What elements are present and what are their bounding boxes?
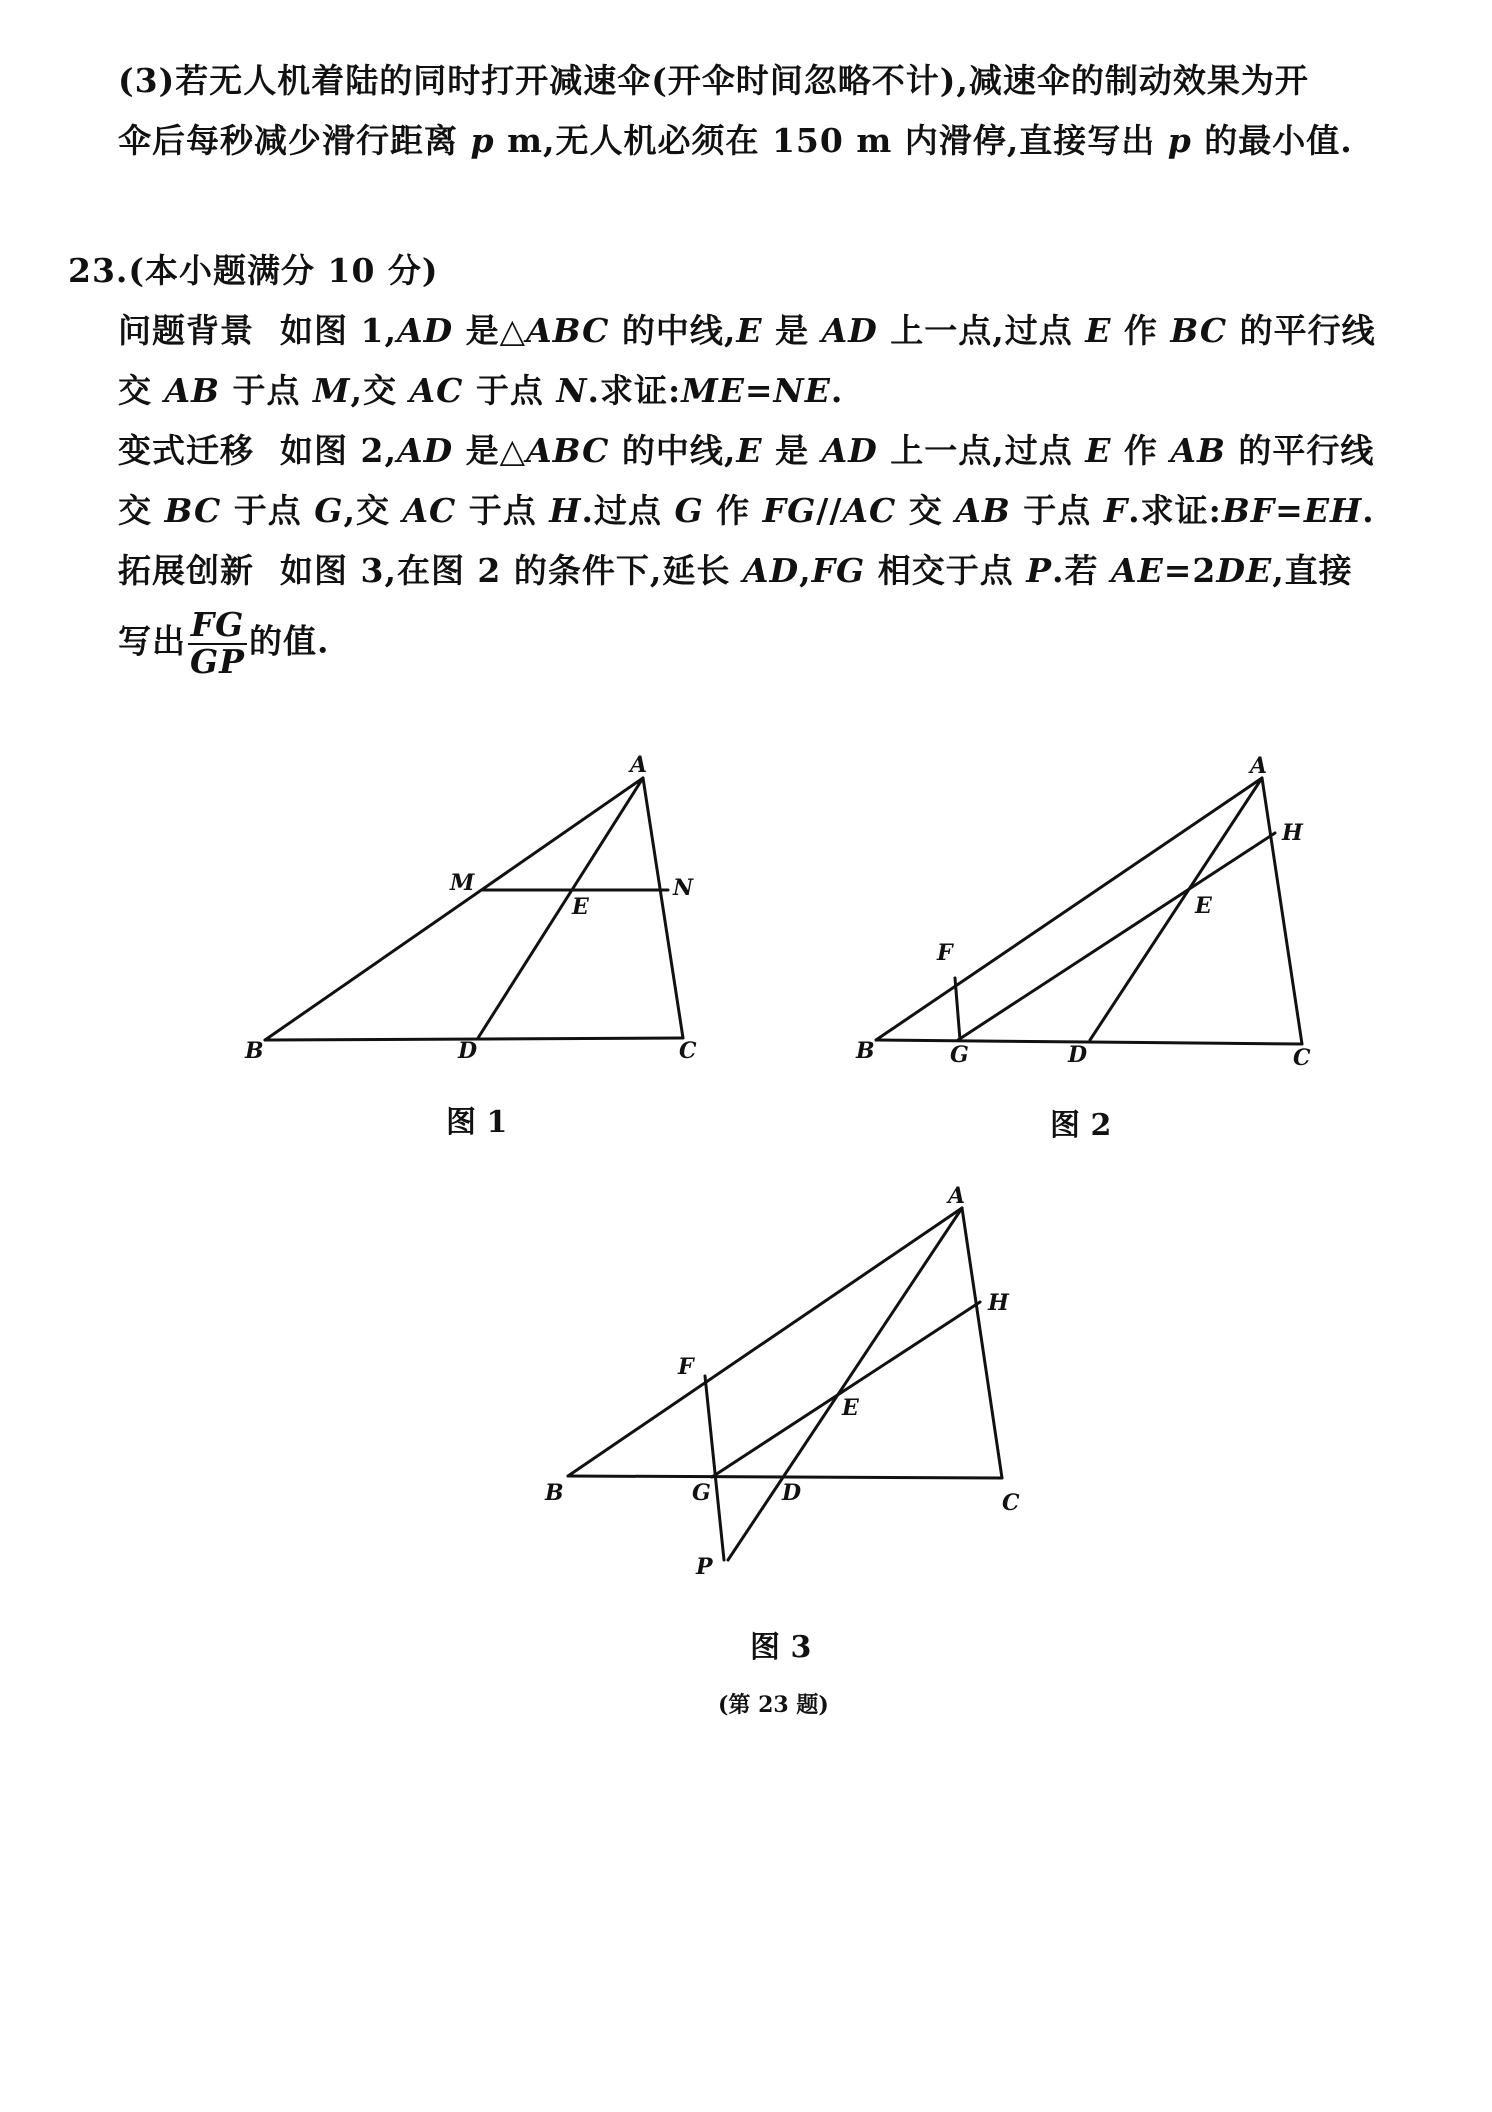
segment-label: AE <box>1111 551 1164 590</box>
point-label: E <box>1085 311 1112 350</box>
segment-label: NE <box>773 371 831 410</box>
text-segment: 作 <box>703 491 763 530</box>
text-segment: , <box>799 551 812 590</box>
triangle-label: ABC <box>526 431 610 470</box>
segment-label: DE <box>1216 551 1273 590</box>
point-label-h: H <box>988 1290 1009 1316</box>
text-segment: 上一点,过点 <box>877 431 1086 470</box>
text-segment: 交 <box>896 491 956 530</box>
section-title-variant: 变式迁移 <box>118 431 254 470</box>
point-label-m: M <box>450 870 475 896</box>
point-label: G <box>314 491 344 530</box>
text-segment: .若 <box>1052 551 1112 590</box>
point-label-b: B <box>245 1038 264 1064</box>
point-label-f: F <box>678 1354 694 1380</box>
segment-label: AB <box>955 491 1011 530</box>
text-segment: 的值. <box>249 621 330 661</box>
segment-label: FG <box>762 491 817 530</box>
point-label-e: E <box>572 894 589 920</box>
text-segment: . <box>830 371 844 410</box>
segment-label: AC <box>409 371 464 410</box>
point-label: E <box>1085 431 1112 470</box>
point-label-h: H <box>1282 820 1303 846</box>
text-segment: ,直接 <box>1272 551 1353 590</box>
text-segment: 如图 3,在图 2 的条件下,延长 <box>280 551 743 590</box>
text-segment: ,交 <box>350 371 410 410</box>
text-segment: 是 <box>762 311 822 350</box>
figure-2-caption: 图 2 <box>1050 1108 1112 1143</box>
text-segment: 写出 <box>118 621 186 661</box>
point-label: N <box>556 371 588 410</box>
text-segment: . <box>1362 491 1375 530</box>
segment-label: AD <box>742 551 800 590</box>
point-label-d: D <box>782 1480 802 1506</box>
text-segment: = <box>744 371 774 410</box>
text-segment: 作 <box>1111 311 1171 350</box>
segment-label: AC <box>842 491 897 530</box>
segment-label: AB <box>164 371 220 410</box>
segment-label: AC <box>402 491 457 530</box>
figure-1-caption: 图 1 <box>446 1105 508 1140</box>
triangle-label: ABC <box>526 311 610 350</box>
question-23-header: 23.(本小题满分 10 分) <box>68 251 439 290</box>
text-segment: =2 <box>1163 551 1217 590</box>
figure-3-caption: 图 3 <box>750 1630 812 1665</box>
text-segment: 伞后每秒减少滑行距离 <box>118 121 471 160</box>
text-segment: 相交于点 <box>865 551 1027 590</box>
text-segment: m,无人机必须在 150 m 内滑停,直接写出 <box>494 121 1168 160</box>
variable-p: p <box>1167 121 1192 160</box>
segment-ac <box>962 1208 1002 1478</box>
text-segment: 是 <box>762 431 822 470</box>
point-label: H <box>549 491 582 530</box>
text-segment: 于点 <box>1010 491 1104 530</box>
point-label: E <box>736 431 763 470</box>
point-label-d: D <box>1068 1042 1088 1068</box>
fraction-numerator: FG <box>188 608 247 645</box>
text-segment: .过点 <box>581 491 675 530</box>
text-segment: 交 <box>118 371 165 410</box>
point-label: M <box>312 371 351 410</box>
text-segment: 交 <box>118 491 165 530</box>
segment-label: AB <box>1170 431 1226 470</box>
segment-label: ME <box>681 371 745 410</box>
question-number-note: (第 23 题) <box>718 1692 829 1718</box>
text-segment: 于点 <box>456 491 550 530</box>
point-label-c: C <box>1293 1045 1311 1071</box>
text-segment: 于点 <box>221 491 315 530</box>
point-label-g: G <box>950 1042 969 1068</box>
text-segment: 是△ <box>453 311 527 350</box>
text-segment: 的平行线 <box>1227 311 1376 350</box>
text-segment: 于点 <box>463 371 557 410</box>
point-label: P <box>1026 551 1053 590</box>
text-segment: 如图 1, <box>280 311 397 350</box>
fraction-denominator: GP <box>190 641 245 681</box>
point-label-n: N <box>673 875 694 901</box>
parallel-symbol: // <box>816 491 843 530</box>
segment-gh <box>712 1302 980 1477</box>
text-segment: 如图 2, <box>280 431 397 470</box>
text-segment: 的中线, <box>609 431 737 470</box>
point-label-a: A <box>948 1183 966 1209</box>
segment-label: BC <box>164 491 222 530</box>
point-label-b: B <box>856 1038 875 1064</box>
text-segment: 的最小值. <box>1191 121 1353 160</box>
point-label-a: A <box>630 752 648 778</box>
point-label: F <box>1103 491 1129 530</box>
point-label-c: C <box>679 1038 697 1064</box>
point-label-c: C <box>1002 1490 1020 1516</box>
text-segment: = <box>1275 491 1304 530</box>
text-segment: 于点 <box>220 371 313 410</box>
segment-label: FG <box>811 551 866 590</box>
point-label-e: E <box>842 1395 859 1421</box>
text-segment: 的平行线 <box>1225 431 1375 470</box>
prev-question-part3-line1: (3)若无人机着陆的同时打开减速伞(开伞时间忽略不计),减速伞的制动效果为开 <box>118 61 1309 100</box>
text-segment: 作 <box>1111 431 1171 470</box>
variable-p: p <box>470 121 495 160</box>
point-label-g: G <box>692 1480 711 1506</box>
text-segment: 的中线, <box>609 311 737 350</box>
point-label-p: P <box>696 1554 713 1580</box>
section-title-extension: 拓展创新 <box>118 551 254 590</box>
text-segment: ,交 <box>343 491 403 530</box>
point-label-b: B <box>545 1480 564 1506</box>
segment-label: AD <box>396 311 454 350</box>
segment-fp <box>705 1376 724 1560</box>
segment-ap <box>728 1208 962 1560</box>
text-segment: 是△ <box>453 431 527 470</box>
text-segment: .求证: <box>1128 491 1222 530</box>
point-label: G <box>674 491 704 530</box>
point-label-e: E <box>1195 893 1212 919</box>
point-label: E <box>736 311 763 350</box>
point-label-d: D <box>458 1038 478 1064</box>
segment-label: AD <box>821 311 878 350</box>
segment-label: AD <box>396 431 454 470</box>
section-title-background: 问题背景 <box>118 311 254 350</box>
segment-label: BC <box>1170 311 1228 350</box>
segment-label: BF <box>1221 491 1276 530</box>
text-segment: 上一点,过点 <box>877 311 1086 350</box>
segment-label: EH <box>1303 491 1363 530</box>
point-label-a: A <box>1250 753 1268 779</box>
point-label-f: F <box>937 940 953 966</box>
segment-label: AD <box>821 431 878 470</box>
segment-ab <box>568 1208 962 1476</box>
text-segment: .求证: <box>587 371 682 410</box>
